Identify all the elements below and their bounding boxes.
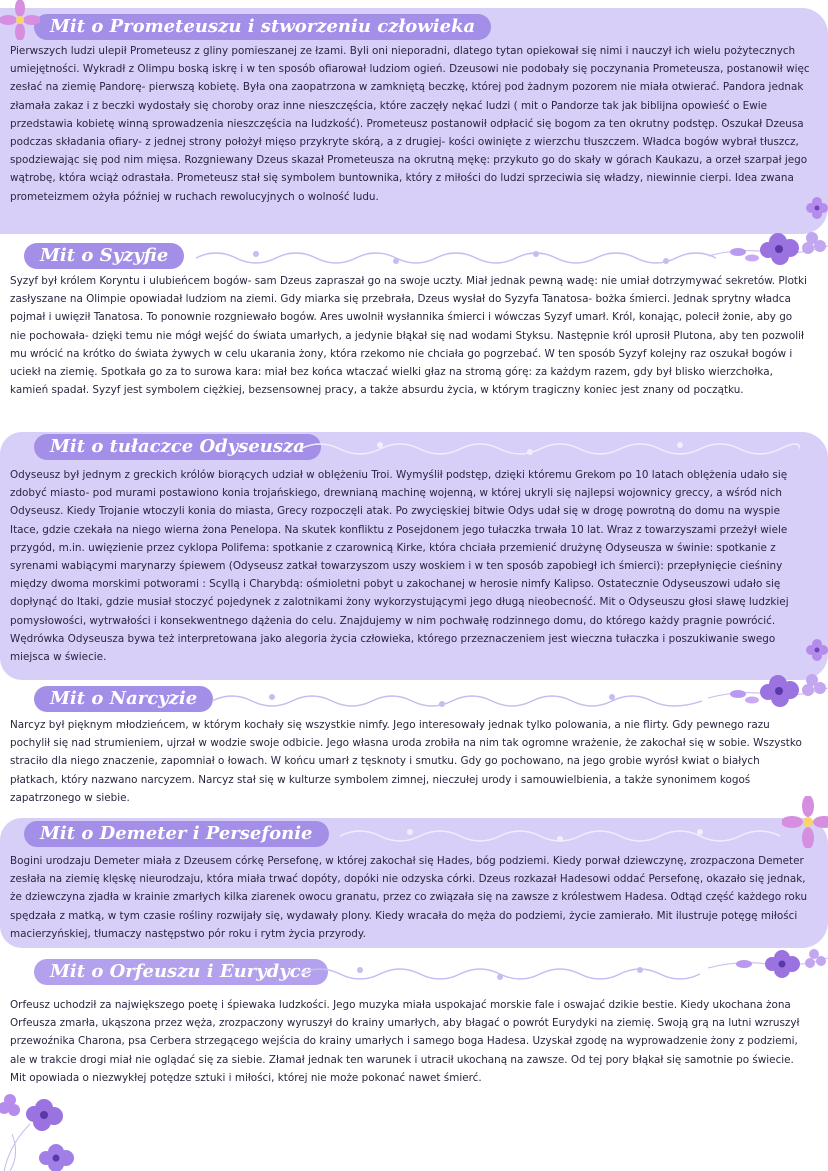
section-text-odyseusz: Odyseusz był jednym z greckich królów biorących udział w oblężeniu Troi. Wymyślił podstęp, dzięki któremu Grekom po 10 latach oblężenia udało się zdobyć miasto- pod murami postawiono konia trojańskiego, drewnianą machinę wojenną, w której ukryli się najlepsi wojownicy greccy, a wśród nich Odyseusz. Kiedy Trojanie wtoczyli konia do miasta, Grecy rozpoczęli atak. Po zwycięskiej bitwie Odys udał się w drogę powrotną do domu na wyspie Itace, gdzie czekała na niego wierna żona Penelopa. Na skutek konfliktu z Posejdonem jego tułaczka trwała 10 lat. Wraz z towarzyszami przeżył wiele przygód, m.in. uwięzienie przez cyklopa Polifema: spotkanie z czarownicą Kirke, która chciała przemienić drużynę Odyseusza w świnie: spotkanie z syrenami wabiącymi marynarzy śpiewem (Odyseusz zatkał towarzyszom uszy woskiem i w ten sposób zapobiegł ich śmierci): przepłynięcie cieśniny między dwoma morskimi potworami : Scyllą i Charybdą: ośmioletni pobyt u zakochanej w herosie nimfy Kalipso. Ostatecznie Odyseuszowi udało się dopłynąć do Itaki, gdzie musiał stoczyć pojedynek z zalotnikami żony wykorzystującymi jego długą nieobecność. Mit o Odyseuszu głosi sławę ludzkiej pomysłowości, wytrwałości i konsekwentnego dążenia do celu. Znajdujemy w nim pochwałę rodzinnego domu, do którego każdy pragnie powrócić. Wędrówka Odyseusza bywa też interpretowana jako alegoria życia człowieka, którego przeznaczeniem jest wieczna tułaczka i poszukiwanie swego miejsca w świecie.: [10, 469, 789, 664]
section-title-orfeusz: Mit o Orfeuszu i Eurydyce: [34, 959, 328, 985]
flower-icon: [0, 0, 40, 40]
flower-icon: [782, 796, 828, 848]
section-title-narcyz: Mit o Narcyzie: [34, 686, 213, 712]
wave-divider: [340, 824, 780, 848]
section-text-demeter: Bogini urodzaju Demeter miała z Dzeusem córkę Persefonę, w której zakochał się Hades, bóg podziemi. Kiedy porwał dziewczynę, zrozpaczona Demeter zesłała na ziemię klęskę nieurodzaju, która miała trwać dopóty, dopóki nie odzyska córki. Dzeus rozkazał Hadesowi oddać Persefonę, okazało się jednak, że dziewczyna zjadła w krainie zmarłych kilka ziarenek owocu granatu, przez co związała się na zawsze z królestwem Hadesa. Odtąd część każdego roku spędzała z matką, w tym czasie rośliny rozwijały się, wydawały plony. Kiedy wracała do męża do podziemi, życie zamierało. Mit ilustruje potęgę miłości macierzyńskiej, tłumaczy następstwo pór roku i rytm życia przyrody.: [10, 855, 808, 940]
section-title-syzyf: Mit o Syzyfie: [24, 243, 184, 269]
section-text-narcyz: Narcyz był pięknym młodzieńcem, w którym kochały się wszystkie nimfy. Jego interesowały jednak tylko polowania, a nie flirty. Gdy pewnego razu pochylił się nad strumieniem, ujrzał w wodzie swoje odbicie. Jego własna uroda zrobiła na nim tak ogromne wrażenie, że zakochał się w sobie. Wszystko straciło dla niego znaczenie, zapomniał o łowach. W końcu umarł z tęsknoty i smutku. Gdy go pochowano, na jego grobie wyrósł kwiat o białych płatkach, który nazwano narcyzem. Narcyz stał się w kulturze symbolem zimnej, nieczułej urody i samouwielbienia, a także synonimem kogoś zapatrzonego w siebie.: [10, 719, 802, 804]
section-title-prometeusz: Mit o Prometeuszu i stworzeniu człowieka: [34, 14, 491, 40]
flower-cluster-icon: [708, 944, 828, 984]
flower-cluster-icon: [708, 226, 828, 272]
section-text-orfeusz: Orfeusz uchodził za największego poetę i śpiewaka ludzkości. Jego muzyka miała uspokajać morskie fale i oswajać dzikie bestie. Kiedy ukochana żona Orfeusza zmarła, ukąszona przez węża, zrozpaczony wyruszył do krainy umarłych, aby błagać o powrót Eurydyki na ziemię. Swoją grą na lutni wzruszył przewoźnika Charona, psa Cerbera strzegącego wejścia do krainy umarłych i samego boga Hadesa. Uzyskał zgodę na wyprowadzenie żony z podziemi, ale w trakcie drogi miał nie oglądać się za siebie. Złamał jednak ten warunek i utracił ukochaną na zawsze. Od tej pory błąkał się samotnie po świecie. Mit opowiada o niezwykłej potędze sztuki i miłości, której nie może pokonać nawet śmierć.: [10, 999, 800, 1084]
wave-divider: [196, 246, 716, 270]
flower-cluster-icon: [708, 668, 828, 714]
section-title-odyseusz: Mit o tułaczce Odyseusza: [34, 434, 321, 460]
wave-divider: [212, 689, 702, 713]
flower-icon: [806, 638, 828, 662]
section-text-prometeusz: Pierwszych ludzi ulepił Prometeusz z gliny pomieszanej ze łzami. Byli oni nieporadni, dlatego tytan opiekował się nimi i nauczył ich wielu pożytecznych umiejętności. Wykradł z Olimpu boską iskrę i w ten sposób ofiarował ludziom ogień. Dzeusowi nie podobały się poczynania Prometeusza, postanowił więc zesłać na ziemię Pandorę- pierwszą kobietę. Była ona zaopatrzona w zamkniętą beczkę, której pod żadnym pozorem nie miała otwierać. Pandora jednak złamała zakaz i z beczki wydostały się choroby oraz inne nieszczęścia, które zaczęły nękać ludzi ( mit o Pandorze tak jak biblijna opowieść o Ewie przedstawia kobietę winną sprowadzenia nieszczęścia na ludzkość). Prometeusz postanowił odpłacić się bogom za ten okrutny podstęp. Oszukał Dzeusa podczas składania ofiary- z jednej strony położył mięso przykryte skórą, a z drugiej- kości owinięte z wierzchu tłuszczem. Władca bogów wybrał tłuszcz, spodziewając się pod nim mięsa. Rozgniewany Dzeus skazał Prometeusza na okrutną mękę: przykuto go do skały w górach Kaukazu, a orzeł szarpał jego wątrobę, która wciąż odrastała. Prometeusz stał się symbolem buntownika, który z miłości do ludzi sprzeciwia się władzy, niewinnie cierpi. Idea zwana prometeizmem ożyła później w ruchach rewolucyjnych o wolność ludu.: [10, 45, 810, 203]
section-title-demeter: Mit o Demeter i Persefonie: [24, 821, 329, 847]
wave-divider: [300, 437, 800, 461]
flower-icon: [806, 196, 828, 220]
section-text-syzyf: Syzyf był królem Koryntu i ulubieńcem bogów- sam Dzeus zapraszał go na swoje uczty. Miał jednak pewną wadę: nie umiał dotrzymywać sekretów. Plotki zasłyszane na Olimpie opowiadał ludziom na ziemi. Gdy miarka się przebrała, Dzeus wysłał do Syzyfa Tanatosa- bożka śmierci. Jednak sprytny władca pojmał i uwięził Tanatosa. To ponownie rozgniewało bogów. Ares uwolnił wysłannika śmierci i wówczas Syzyf umarł. Król, konając, polecił żonie, aby go nie pochowała- dzięki temu nie mógł wejść do świata umarłych, a jedynie błąkał się nad wodami Styksu. Następnie król uprosił Plutona, aby ten pozwolił mu wrócić na krótko do świata żywych w celu ukarania żony, która rzekomo nie chciała go pogrzebać. W ten sposób Syzyf kolejny raz oszukał bogów i uciekł na ziemię. Spotkała go za to surowa kara: miał bez końca wtaczać wielki głaz na stromą górę: za każdym razem, gdy był blisko wierzchołka, kamień spadał. Syzyf jest symbolem ciężkiej, bezsensownej pracy, a także absurdu życia, w którym tragiczny koniec jest znany od początku.: [10, 275, 807, 397]
flower-cluster-icon: [0, 1094, 80, 1171]
wave-divider: [300, 962, 700, 986]
